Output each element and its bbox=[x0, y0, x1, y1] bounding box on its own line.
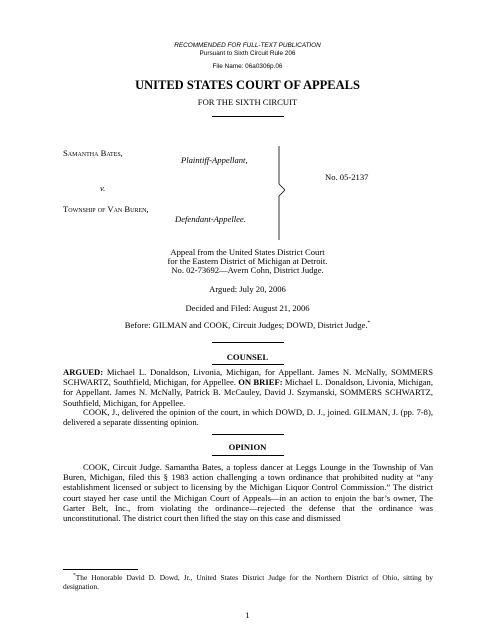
appeal-line-1: Appeal from the United States District Court bbox=[170, 247, 325, 257]
panel-judges: Before: GILMAN and COOK, Circuit Judges; DOWD, District Judge. bbox=[124, 320, 368, 330]
case-number: No. 05-2137 bbox=[325, 172, 369, 182]
page-number: 1 bbox=[245, 610, 250, 620]
argued-date: Argued: July 20, 2006 bbox=[209, 284, 286, 294]
argued-text: Michael L. Donaldson, Livonia, Michigan, for Appellant. James N. McNally, SOMMERS SCHWARTZ, Southfield, Michigan, for Appellee. bbox=[63, 367, 433, 388]
footnote-rule bbox=[63, 569, 138, 570]
footnote bbox=[63, 573, 433, 591]
counsel-rule bbox=[212, 364, 284, 365]
versus: v. bbox=[100, 183, 106, 193]
court-name: UNITED STATES COURT OF APPEALS bbox=[135, 78, 360, 92]
decided-date: Decided and Filed: August 21, 2006 bbox=[185, 303, 310, 313]
panel-line bbox=[0, 320, 495, 330]
footnote-mark: * bbox=[73, 572, 76, 579]
plaintiff-name: Samantha Bates, bbox=[63, 148, 123, 158]
opinion-heading: OPINION bbox=[228, 442, 267, 452]
counsel-heading: COUNSEL bbox=[226, 352, 269, 362]
header-rule bbox=[212, 116, 284, 117]
caption-bracket bbox=[277, 146, 287, 240]
footnote-text: The Honorable David D. Dowd, Jr., United States District Judge for the Northern District of Ohio, sitting by designation. bbox=[63, 573, 433, 591]
argued-label: ARGUED: bbox=[63, 367, 104, 377]
opinion-rule bbox=[212, 455, 284, 456]
defendant-name: Township of Van Buren, bbox=[63, 204, 149, 214]
brief-label: ON BRIEF: bbox=[238, 377, 283, 388]
publication-status: RECOMMENDED FOR FULL-TEXT PUBLICATION bbox=[174, 42, 321, 49]
opinion-paragraph: COOK, Circuit Judge. Samantha Bates, a topless dancer at Leggs Lounge in the Township of Van Buren, Michigan, filed this § 1983 action challenging a town ordinance that prohibited nudity at “any establishment licensed or subject to licensing by the Michigan Liquor Control Commission.” The district court stayed her case until the Michigan Court of Appeals—in an action to enjoin the bar’s owner, The Garter Belt, Inc., from violating the ordinance—rejected the defense that the ordinance was unconstitutional. The district court then lifted the stay on this case and dismissed bbox=[63, 462, 433, 524]
panel-rule bbox=[212, 342, 284, 343]
circuit-rule: Pursuant to Sixth Circuit Rule 206 bbox=[199, 50, 296, 57]
delivered-paragraph: COOK, J., delivered the opinion of the court, in which DOWD, D. J., joined. GILMAN, J. (pp. 7-8), delivered a separate dissenting opinion. bbox=[63, 407, 433, 428]
appeal-line-3: No. 02-73692—Avern Cohn, District Judge. bbox=[171, 265, 324, 275]
counsel-paragraph bbox=[63, 367, 433, 408]
delivered-rule bbox=[212, 434, 284, 435]
appeal-line-2: for the Eastern District of Michigan at Detroit. bbox=[167, 256, 328, 266]
file-name: File Name: 06a0306p.06 bbox=[212, 63, 283, 70]
plaintiff-role: Plaintiff-Appellant, bbox=[181, 155, 248, 165]
defendant-role: Defendant-Appellee. bbox=[175, 214, 246, 224]
brief-text: Michael L. Donaldson, Livonia, Michigan, for Appellant. James N. McNally, Patrick B. McCauley, David J. Szymanski, SOMMERS SCHWARTZ, Southfield, Michigan, for Appellee. bbox=[63, 377, 433, 408]
circuit-name: FOR THE SIXTH CIRCUIT bbox=[197, 97, 298, 107]
footnote-ref[interactable]: * bbox=[367, 320, 371, 327]
